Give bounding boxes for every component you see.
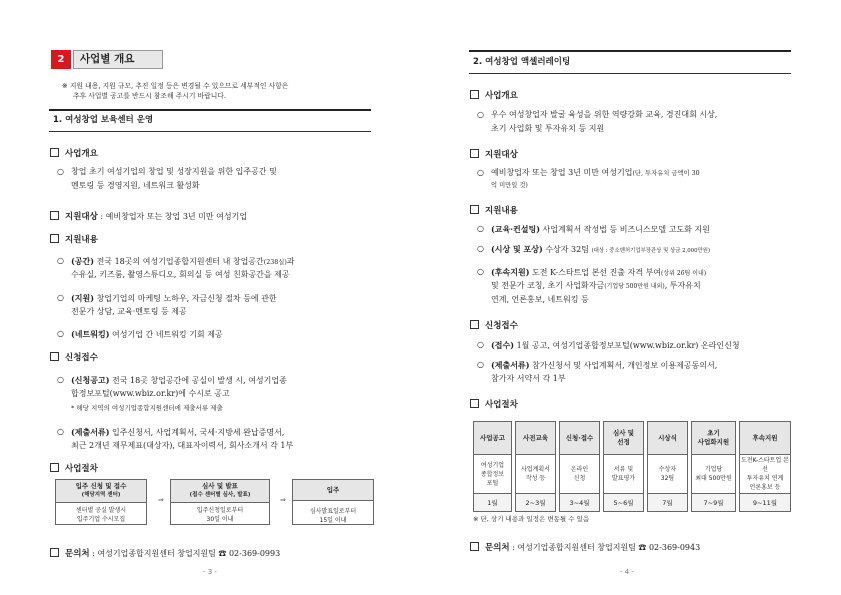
target-text: 예비창업자 또는 창업 3년 미만 여성기업 bbox=[491, 168, 633, 177]
recv-line bbox=[491, 338, 740, 353]
bullet-icon: ○ bbox=[57, 427, 64, 436]
network-text: 여성기업 간 네트워킹 기회 제공 bbox=[109, 330, 223, 339]
contact-heading: 문의처 bbox=[485, 543, 510, 553]
process-step bbox=[691, 421, 736, 512]
process-box-apply bbox=[55, 479, 147, 525]
docs-line-1 bbox=[491, 358, 717, 373]
docs-line-2: 최근 2개년 재무제표(대상자), 대표자이력서, 회사소개서 각 1부 bbox=[71, 441, 294, 450]
notice-a-footnote: * 해당 지역의 여성기업종합지원센터에 제출서류 제출 bbox=[71, 404, 223, 412]
follow-note: (상위 26팀 이내) bbox=[661, 270, 707, 277]
square-icon bbox=[50, 463, 59, 472]
contact-row bbox=[50, 541, 280, 561]
process-step-period: 2~3월 bbox=[516, 494, 555, 511]
follow-line-2 bbox=[491, 279, 701, 294]
arrow-icon: ⇒ bbox=[280, 496, 286, 504]
support-line-1 bbox=[71, 291, 277, 306]
square-icon bbox=[470, 320, 479, 329]
process-heading-label: 사업절차 bbox=[485, 400, 518, 410]
process-heading bbox=[50, 462, 98, 474]
process-step bbox=[473, 421, 512, 512]
square-icon bbox=[50, 211, 59, 220]
process-step-title: 시상식 bbox=[648, 422, 687, 455]
overview-heading bbox=[470, 89, 518, 101]
apply-heading-label: 신청접수 bbox=[485, 321, 518, 331]
bullet-icon: ○ bbox=[477, 340, 484, 349]
bullet-icon: ○ bbox=[477, 244, 484, 253]
overview-heading-label: 사업개요 bbox=[485, 91, 518, 101]
follow-note: (기업당 500만원 내외) bbox=[604, 283, 665, 290]
space-label: (공간) bbox=[71, 256, 95, 266]
square-icon bbox=[470, 149, 479, 158]
target-heading bbox=[470, 148, 518, 160]
award-note: (대상 : 중소벤처기업부장관상 및 상금 2,000만원) bbox=[591, 248, 711, 254]
support-text: 창업기업의 마케팅 노하우, 자금신청 절차 등에 관한 bbox=[94, 294, 277, 303]
target-heading: 지원대상 bbox=[65, 212, 98, 222]
space-text: 전국 18곳의 여성기업종합지원센터 내 창업공간 bbox=[94, 257, 264, 266]
target-heading-label: 지원대상 bbox=[485, 150, 518, 160]
process-box-line: 입주기업 수시모집 bbox=[76, 516, 126, 523]
recv-text: 1월 공고, 여성기업종합정보포털(www.wbiz.or.kr) 온라인신청 bbox=[514, 341, 740, 350]
overview-line-2: 초기 사업화 및 투자유치 등 지원 bbox=[491, 124, 605, 133]
process-step-title: 초기 사업화지원 bbox=[692, 422, 735, 455]
docs-line-2: 참가자 서약서 각 1부 bbox=[491, 374, 566, 383]
notice-a-line-1 bbox=[71, 373, 287, 388]
contact-heading: 문의처 bbox=[65, 549, 90, 559]
process-step-detail: 수상자 32팀 bbox=[648, 455, 687, 494]
section-heading: 2. 여성창업 액셀러레이팅 bbox=[473, 57, 571, 67]
page-number: - 4 - bbox=[620, 568, 634, 576]
process-step bbox=[603, 421, 644, 512]
process-step-detail: 사업계획서 작성 등 bbox=[516, 455, 555, 494]
space-count: (238실) bbox=[263, 259, 287, 266]
square-icon bbox=[50, 148, 59, 157]
overview-line-1: 우수 여성창업자 발굴 육성을 위한 역량강화 교육, 경진대회 시상, bbox=[491, 110, 718, 119]
bullet-icon: ○ bbox=[477, 110, 484, 119]
notice-line-2: 추후 사업별 공고를 반드시 참조해 주시기 바랍니다. bbox=[73, 92, 227, 100]
process-step-title: 신청·접수 bbox=[560, 422, 599, 455]
edu-text: 사업계획서 작성법 등 비즈니스모델 고도화 지원 bbox=[540, 225, 710, 234]
contact-text: : 여성기업종합지원센터 창업지원팀 ☎ 02-369-0943 bbox=[509, 543, 701, 552]
follow-line-3: 연계, 언론홍보, 네트워킹 등 bbox=[491, 295, 589, 304]
follow-label: (후속지원) bbox=[491, 267, 530, 277]
process-step-title: 사업공고 bbox=[474, 422, 511, 455]
contact-text: : 여성기업종합지원센터 창업지원팀 ☎ 02-369-0993 bbox=[89, 549, 281, 558]
divider bbox=[469, 50, 791, 52]
support-line-2: 전문가 상담, 교육·멘토링 등 제공 bbox=[71, 307, 187, 316]
process-step bbox=[739, 421, 791, 512]
notice-line-1: ※ 지원 내용, 지원 규모, 추진 일정 등은 변경될 수 있으므로 세부적인 사항은 bbox=[62, 82, 289, 90]
square-icon bbox=[50, 234, 59, 243]
section-heading: 1. 여성창업 보육센터 운영 bbox=[53, 115, 154, 125]
square-icon bbox=[470, 399, 479, 408]
notice-label: (신청공고) bbox=[71, 375, 110, 385]
page-title: 사업별 개요 bbox=[80, 53, 135, 65]
process-step bbox=[515, 421, 556, 512]
process-step-period: 9~11월 bbox=[740, 494, 790, 511]
contact-row bbox=[470, 535, 700, 555]
page-right bbox=[420, 0, 841, 595]
apply-heading-label: 신청접수 bbox=[65, 353, 98, 363]
section-badge: 2 bbox=[51, 50, 71, 69]
docs-text: 참가신청서 및 사업계획서, 개인정보 이용제공동의서, bbox=[529, 361, 718, 370]
docs-label: (제출서류) bbox=[71, 427, 110, 437]
square-icon bbox=[470, 205, 479, 214]
process-box-line: 15일 이내 bbox=[319, 517, 347, 524]
process-step-title: 심사 및 선정 bbox=[604, 422, 643, 455]
process-step-period: 1월 bbox=[474, 494, 511, 511]
content-heading-label: 지원내용 bbox=[65, 235, 98, 245]
bullet-icon: ○ bbox=[57, 329, 64, 338]
process-step-period: 7~9월 bbox=[692, 494, 735, 511]
apply-heading bbox=[470, 319, 518, 331]
support-label: (지원) bbox=[71, 293, 95, 303]
process-box-subtitle: (해당지역 센터) bbox=[81, 492, 121, 498]
process-step-title: 사전교육 bbox=[516, 422, 555, 455]
process-step-period: 5~6월 bbox=[604, 494, 643, 511]
follow-text: , 투자유치 bbox=[664, 281, 701, 290]
overview-line-2: 멘토링 등 경영지원, 네트워크 활성화 bbox=[71, 181, 200, 190]
process-box-title: 입주 bbox=[326, 486, 340, 494]
recv-label: (접수) bbox=[491, 340, 515, 350]
process-step-detail: 서류 및 발표평가 bbox=[604, 455, 643, 494]
target-row bbox=[50, 204, 247, 224]
bullet-icon: ○ bbox=[477, 168, 484, 177]
process-box-review bbox=[170, 479, 270, 525]
target-text: : 예비창업자 또는 창업 3년 미만 여성기업 bbox=[97, 212, 248, 221]
content-heading bbox=[50, 233, 98, 245]
award-text: 수상자 32팀 bbox=[542, 245, 589, 254]
target-line-2: 억 미만일 것) bbox=[491, 182, 528, 189]
edu-label: (교육·컨설팅) bbox=[491, 224, 540, 234]
divider bbox=[49, 131, 371, 132]
overview-line-1: 창업 초기 여성기업의 창업 및 성장지원을 위한 입주공간 및 bbox=[71, 167, 277, 176]
overview-heading bbox=[50, 147, 98, 159]
overview-heading-label: 사업개요 bbox=[65, 149, 98, 159]
square-icon bbox=[470, 542, 479, 551]
network-line bbox=[71, 327, 223, 342]
bullet-icon: ○ bbox=[57, 167, 64, 176]
process-step-period: 7월 bbox=[648, 494, 687, 511]
process-step-detail: 온라인 신청 bbox=[560, 455, 599, 494]
process-step-title: 후속지원 bbox=[740, 422, 790, 455]
square-icon bbox=[50, 548, 59, 557]
square-icon bbox=[470, 90, 479, 99]
award-label: (시상 및 포상) bbox=[491, 244, 543, 254]
award-line bbox=[491, 242, 710, 258]
process-step bbox=[559, 421, 600, 512]
network-label: (네트워킹) bbox=[71, 329, 110, 339]
process-box-line: 30일 이내 bbox=[206, 516, 234, 523]
follow-text: 및 전문가 코칭, 초기 사업화자금 bbox=[491, 281, 605, 290]
bullet-icon: ○ bbox=[477, 360, 484, 369]
process-step-detail: 기업당 최대 500만원 bbox=[692, 455, 735, 494]
process-step-period: 3~4월 bbox=[560, 494, 599, 511]
process-box-title: 심사 및 발표 bbox=[202, 482, 238, 490]
follow-text: 도전 K-스타트업 본선 진출 자격 부여 bbox=[529, 268, 662, 277]
bullet-icon: ○ bbox=[477, 224, 484, 233]
page-number: - 3 - bbox=[203, 568, 217, 576]
process-box-move-in bbox=[292, 479, 374, 525]
process-box-line: 입주신청일로부터 bbox=[196, 507, 244, 514]
process-heading-label: 사업절차 bbox=[65, 464, 98, 474]
process-step-detail: 여성기업 종합정보 포털 bbox=[474, 455, 511, 494]
bullet-icon: ○ bbox=[57, 256, 64, 265]
content-heading-label: 지원내용 bbox=[485, 206, 518, 216]
divider bbox=[469, 73, 791, 74]
process-box-line: 심사발표일로부터 bbox=[309, 508, 357, 515]
notice-a-line-2: 합정보포털(www.wbiz.or.kr)에 수시로 공고 bbox=[71, 389, 230, 398]
process-heading bbox=[470, 398, 518, 410]
target-line-1 bbox=[491, 166, 700, 181]
notice-text: 전국 18곳 창업공간에 공실이 발생 시, 여성기업종 bbox=[109, 376, 287, 385]
bullet-icon: ○ bbox=[57, 293, 64, 302]
space-suffix: 과 bbox=[286, 257, 295, 266]
docs-line-1 bbox=[71, 425, 284, 440]
process-box-line: 센터별 공실 발생시 bbox=[75, 507, 127, 514]
docs-label: (제출서류) bbox=[491, 360, 530, 370]
divider bbox=[49, 109, 371, 111]
process-step bbox=[647, 421, 688, 512]
edu-line bbox=[491, 222, 710, 237]
square-icon bbox=[50, 352, 59, 361]
docs-text: 입주신청서, 사업계획서, 국세·지방세 완납증명서, bbox=[109, 428, 285, 437]
target-note: (단, 투자유치 금액이 30 bbox=[632, 170, 700, 177]
page-left bbox=[0, 0, 420, 595]
bullet-icon: ○ bbox=[57, 375, 64, 384]
apply-heading bbox=[50, 351, 98, 363]
arrow-icon: ⇒ bbox=[158, 496, 164, 504]
process-box-subtitle: (접수 센터별 심사, 발표) bbox=[189, 492, 251, 498]
bullet-icon: ○ bbox=[477, 267, 484, 276]
space-line-2: 수유실, 키즈룸, 촬영스튜디오, 회의실 등 여성 친화공간을 제공 bbox=[71, 270, 290, 279]
process-box-title: 입주 신청 및 접수 bbox=[75, 482, 127, 490]
process-step-detail: 도전K-스타트업 본선 투자유치 연계 언론홍보 등 bbox=[740, 455, 790, 494]
content-heading bbox=[470, 204, 518, 216]
process-note: ※ 단, 상기 내용과 일정은 변동될 수 있음 bbox=[473, 515, 590, 523]
